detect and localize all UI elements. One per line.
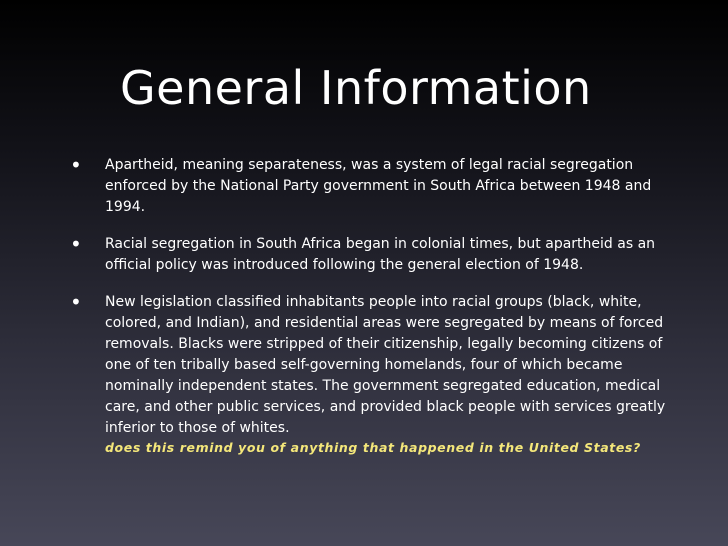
- bullet-list: [70, 155, 690, 455]
- slide-title: General Information: [120, 61, 592, 115]
- bullet-item: [70, 234, 690, 276]
- bullet-dot-icon: •: [70, 232, 82, 256]
- bullet-text: Apartheid, meaning separateness, was a system of legal racial segregation enforced by the National Party government in South Africa between 1948 and 1994.: [105, 157, 652, 215]
- bullet-dot-icon: •: [70, 290, 82, 314]
- bullet-text: New legislation classified inhabitants people into racial groups (black, white, colored, and Indian), and residential areas were segregated by means of forced removals. Blacks were stripped of their citizenship, legally becoming citizens of one of ten tribally based self-governing homelands, four of which became nominally independent states. The government segregated education, medical care, and other public services, and provided black people with services greatly inferior to those of whites.: [105, 294, 666, 436]
- bullet-item: [70, 292, 690, 439]
- bullet-text: Racial segregation in South Africa began in colonial times, but apartheid as an official policy was introduced following the general election of 1948.: [105, 236, 656, 273]
- discussion-question: does this remind you of anything that happened in the United States?: [105, 440, 641, 455]
- bullet-item: [70, 155, 690, 218]
- bullet-dot-icon: •: [70, 153, 82, 177]
